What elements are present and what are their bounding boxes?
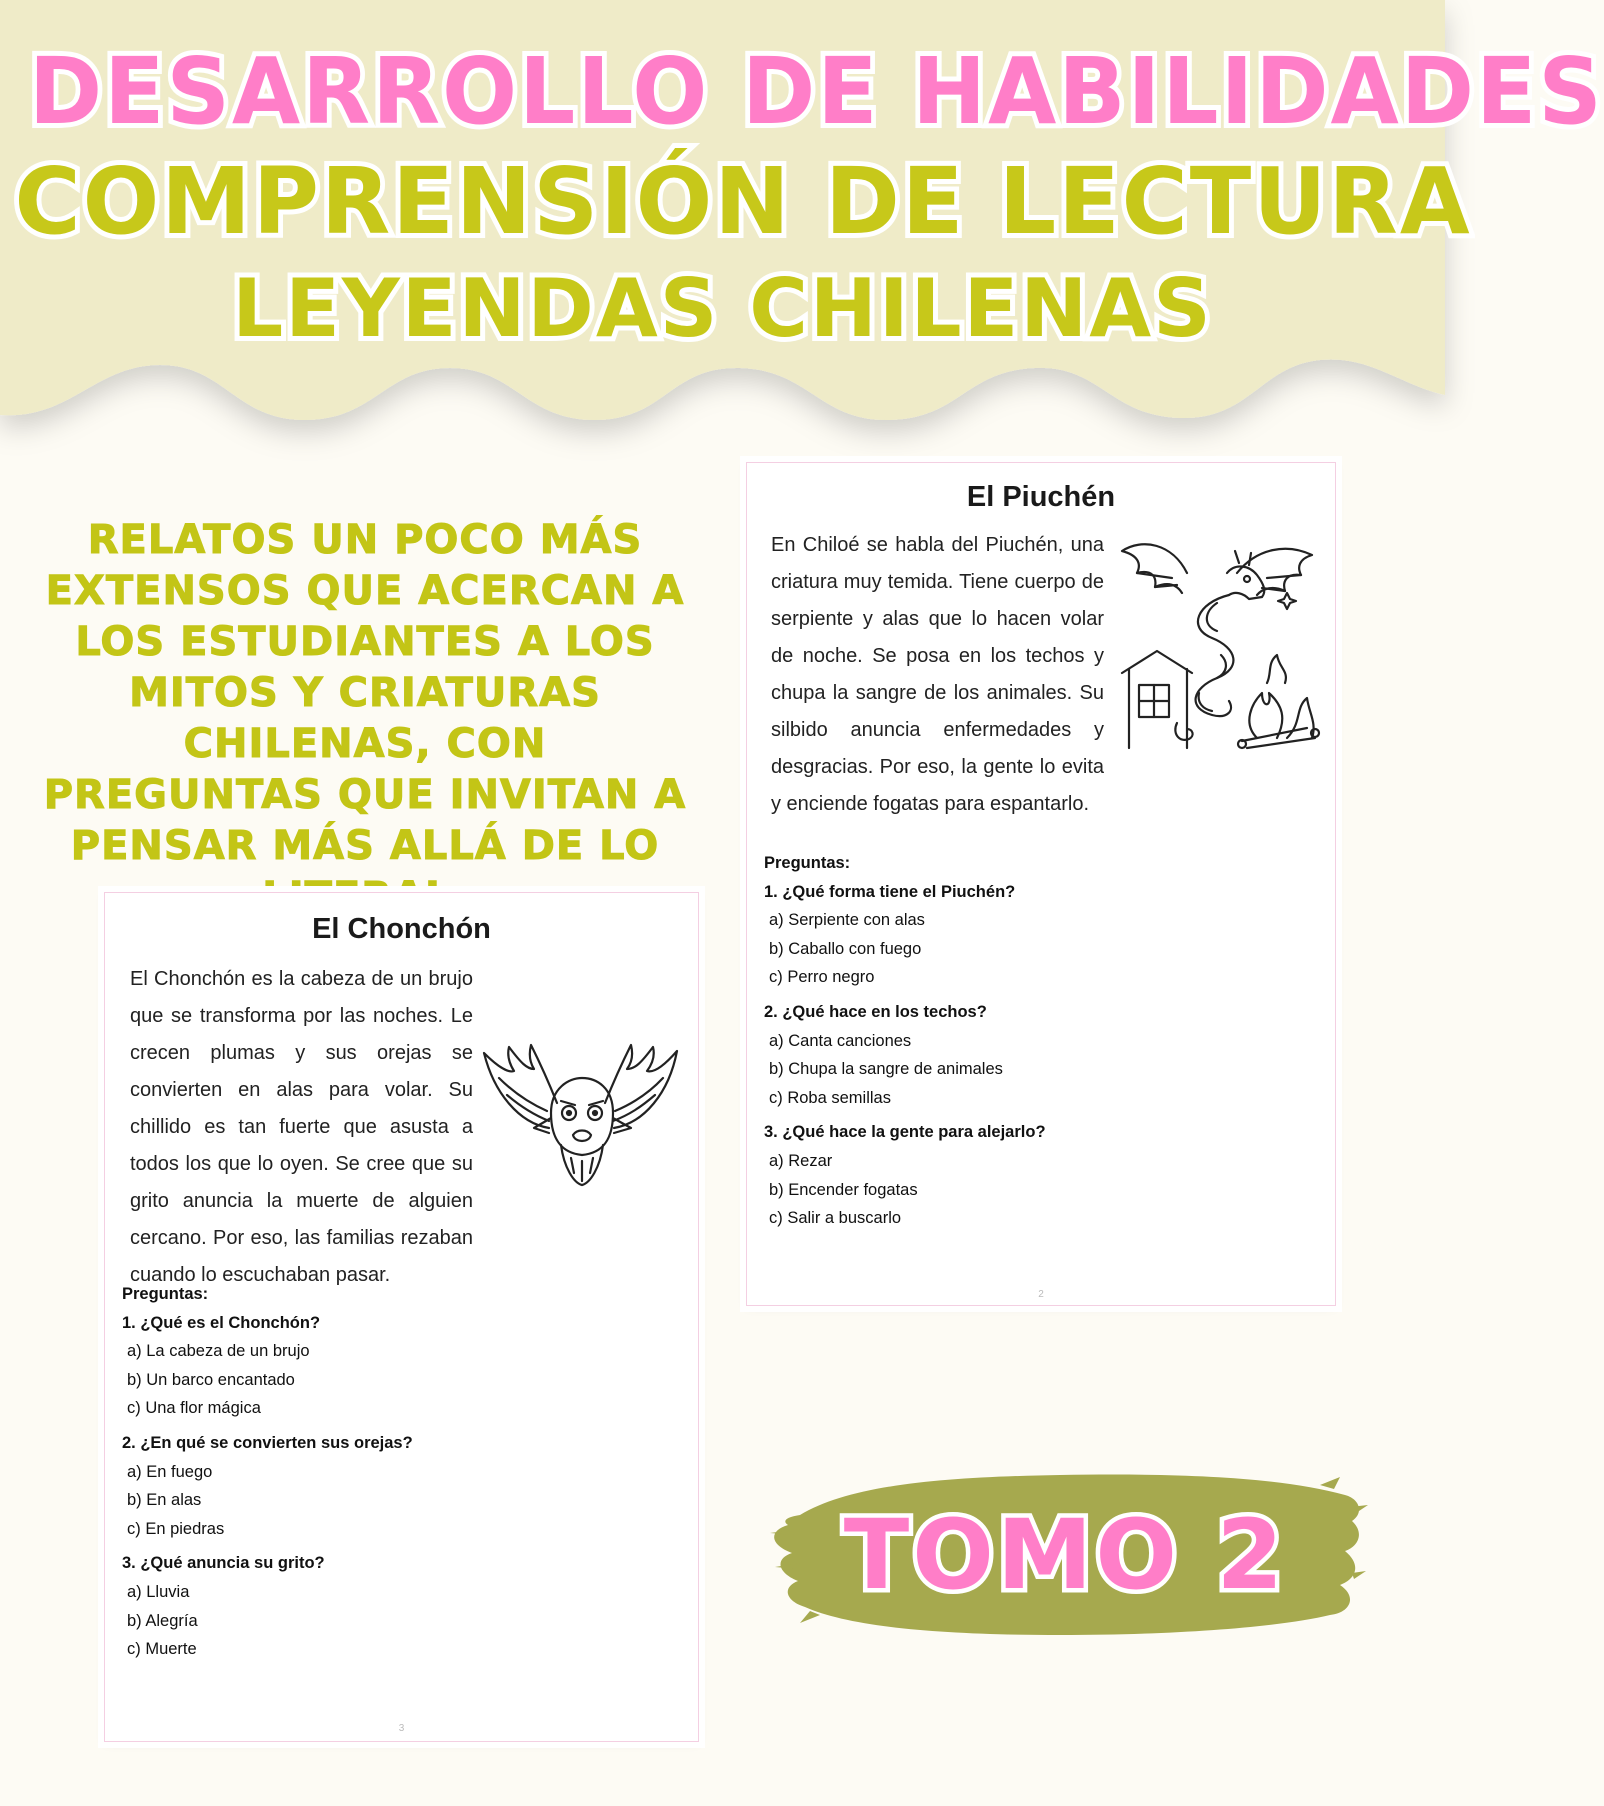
option: c) En piedras — [127, 1519, 225, 1538]
header-banner — [0, 0, 1604, 470]
option: c) Muerte — [127, 1640, 197, 1659]
option: c) Roba semillas — [769, 1088, 891, 1107]
worksheet-page-piuchen — [746, 462, 1336, 1306]
question-3: 3. ¿Qué anuncia su grito? — [122, 1554, 325, 1573]
question-1: 1. ¿Qué forma tiene el Piuchén? — [764, 882, 1016, 901]
question-3: 3. ¿Qué hace la gente para alejarlo? — [764, 1123, 1046, 1142]
worksheet-page-chonchon — [104, 892, 699, 1742]
story-title: El Piuchén — [966, 481, 1116, 513]
option: c) Una flor mágica — [127, 1399, 261, 1418]
title-line-2: COMPRENSIÓN DE LECTURA — [14, 148, 1472, 255]
questions-section — [122, 1280, 662, 1664]
question-2: 2. ¿Qué hace en los techos? — [764, 1002, 987, 1021]
story-text: El Chonchón es la cabeza de un brujo que se transforma por las noches. Le crecen plumas y sus orejas se convierten en alas para volar. Su chillido es tan fuerte que asusta a todos los que lo oyen. Se cree que su grito anuncia la muerte de alguien cercano. Por eso, las familias rezaban cuando lo escuchaban pasar. — [130, 968, 473, 1286]
page-number: 3 — [398, 1723, 405, 1734]
option: b) Alegría — [127, 1611, 198, 1630]
option: b) En alas — [127, 1491, 202, 1510]
questions-section — [764, 849, 1304, 1233]
option: c) Salir a buscarlo — [769, 1209, 902, 1228]
question-1: 1. ¿Qué es el Chonchón? — [122, 1313, 321, 1332]
winged-head-icon — [479, 1033, 679, 1213]
winged-serpent-icon — [1117, 533, 1322, 753]
intro-description: RELATOS UN POCO MÁS EXTENSOS QUE ACERCAN A LOS ESTUDIANTES A LOS MITOS Y CRIATURAS CHILENAS, CON PREGUNTAS QUE INVITAN A PENSAR MÁS ALLÁ DE LO — [43, 517, 687, 869]
option: a) Rezar — [769, 1151, 833, 1170]
option: b) Encender fogatas — [769, 1180, 918, 1199]
option: a) Lluvia — [127, 1582, 190, 1601]
title-line-3: LEYENDAS CHILENAS — [232, 262, 1213, 355]
option: a) Serpiente con alas — [769, 911, 925, 930]
option: b) Un barco encantado — [127, 1370, 295, 1389]
volume-label: TOMO 2 — [843, 1499, 1287, 1611]
story-title: El Chonchón — [312, 913, 491, 945]
option: b) Caballo con fuego — [769, 939, 922, 958]
question-2: 2. ¿En qué se convierten sus orejas? — [122, 1433, 413, 1452]
questions-label: Preguntas: — [122, 1285, 209, 1303]
title-line-1: DESARROLLO DE HABILIDADES — [28, 38, 1604, 145]
questions-label: Preguntas: — [764, 854, 851, 872]
volume-badge — [760, 1455, 1370, 1655]
option: a) En fuego — [127, 1462, 213, 1481]
story-text: En Chiloé se habla del Piuchén, una criatura muy temida. Tiene cuerpo de serpiente y alas que lo hacen volar de noche. Se posa en los techos y chupa la sangre de los animales. Su silbido anuncia enfermedades y desgracias. Por eso, la gente lo evita y enciende fogatas para espantarlo. — [771, 534, 1104, 815]
page-number: 2 — [1038, 1289, 1044, 1300]
option: b) Chupa la sangre de animales — [769, 1060, 1003, 1079]
option: c) Perro negro — [769, 968, 875, 987]
option: a) La cabeza de un brujo — [127, 1342, 310, 1361]
option: a) Canta canciones — [769, 1031, 912, 1050]
